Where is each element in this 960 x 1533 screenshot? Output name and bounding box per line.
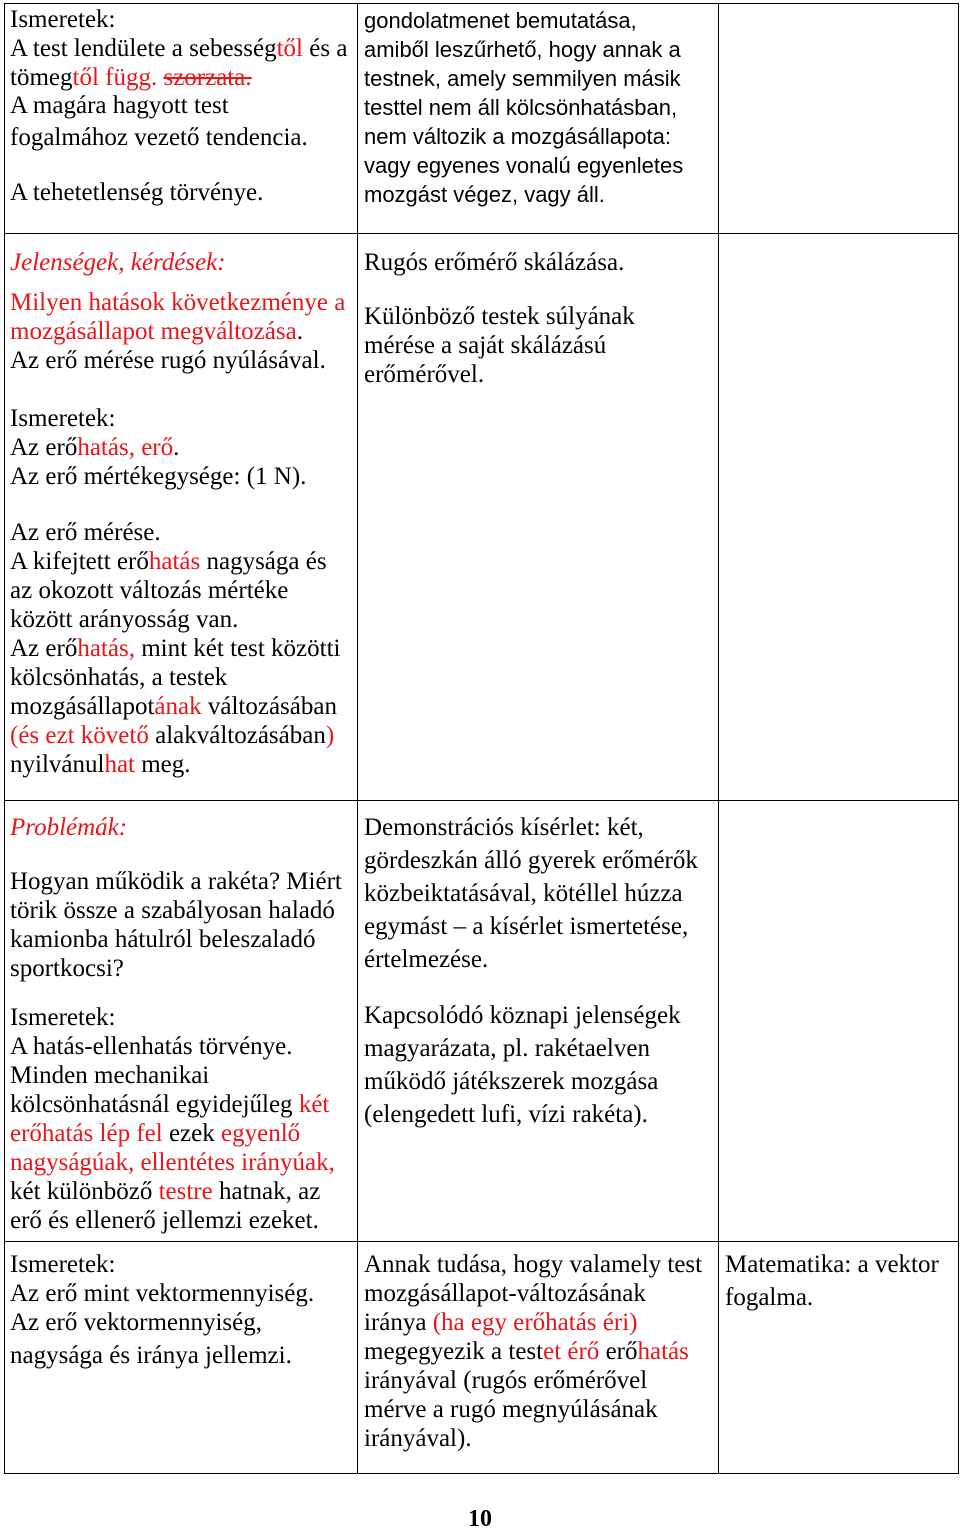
text: mozgást végez, vagy áll.	[364, 182, 605, 207]
text: nyilvánul	[10, 751, 105, 778]
text: Különböző testek súlyának	[364, 303, 635, 330]
connections-cell	[718, 800, 959, 1242]
section-heading	[10, 248, 226, 277]
text: Minden mechanikai	[10, 1062, 210, 1089]
text: az okozott változás mértéke	[10, 577, 289, 604]
text: sportkocsi?	[10, 955, 124, 982]
text: hatnak, az	[212, 1178, 321, 1205]
paragraph	[10, 178, 263, 207]
paragraph	[725, 1248, 939, 1314]
text: értelmezése.	[364, 946, 489, 973]
paragraph	[10, 90, 308, 154]
content-cell	[4, 800, 358, 1242]
text-line	[10, 317, 345, 346]
text-line	[364, 35, 683, 64]
text: Ismeretek:	[10, 1004, 116, 1031]
text-line	[10, 90, 308, 122]
text-line	[725, 1281, 939, 1314]
highlighted-text: ának	[154, 693, 202, 720]
text: kölcsönhatásnál egyidejűleg	[10, 1091, 299, 1118]
paragraph	[364, 302, 635, 389]
text: gördeszkán álló gyerek erőmérők	[364, 847, 698, 874]
text: működő játékszerek mozgása	[364, 1068, 659, 1095]
text-line	[10, 1003, 335, 1032]
text-line	[725, 1248, 939, 1281]
text-line	[364, 1308, 702, 1337]
paragraph	[10, 5, 347, 92]
text: Annak tudása, hogy valamely test	[364, 1251, 703, 1278]
text: testtel nem áll kölcsönhatásban,	[364, 95, 678, 120]
paragraph	[10, 518, 340, 779]
struck-text: szorzata.	[163, 64, 252, 91]
paragraph	[364, 1250, 702, 1453]
text: mozgásállapot	[10, 693, 155, 720]
text-line	[364, 331, 635, 360]
text-line	[364, 943, 698, 976]
development-cell	[357, 3, 719, 234]
text: tömeg	[10, 64, 73, 91]
text-line	[364, 999, 681, 1032]
text-line	[364, 1395, 702, 1424]
text: változásában	[201, 693, 337, 720]
text-line	[364, 122, 683, 151]
paragraph	[10, 1003, 335, 1235]
text: kamionba hátulról beleszaladó	[10, 926, 316, 953]
text-line	[364, 1424, 702, 1453]
page-number: 10	[468, 1506, 492, 1532]
text-line	[10, 1206, 335, 1235]
text: nagysága és	[200, 548, 327, 575]
content-cell	[4, 3, 358, 234]
text-line	[10, 404, 306, 433]
text: ezek	[162, 1120, 221, 1147]
text: Az erő mérése rugó nyúlásával.	[10, 347, 326, 374]
text: Hogyan működik a rakéta? Miért	[10, 868, 342, 895]
text-line	[10, 663, 340, 692]
text-line	[10, 692, 340, 721]
text: A tehetetlenség törvénye.	[10, 179, 264, 206]
text: (elengedett lufi, vízi rakéta).	[364, 1101, 648, 1128]
text-line	[364, 360, 635, 389]
text-line	[10, 433, 306, 462]
text: fogalma.	[725, 1284, 814, 1311]
text-line	[10, 1306, 292, 1339]
text-line	[364, 1366, 702, 1395]
text: Az erő	[10, 434, 78, 461]
text: amiből leszűrhető, hogy annak a	[364, 37, 681, 62]
text: mérve a rugó megnyúlásának	[364, 1396, 658, 1423]
connections-cell	[718, 1241, 959, 1474]
text: erő	[599, 1338, 638, 1365]
text: megegyezik a test	[364, 1338, 544, 1365]
paragraph	[10, 867, 342, 983]
text-line	[10, 634, 340, 663]
text-line	[364, 1032, 681, 1065]
highlighted-text: mozgásállapot megváltozása	[10, 318, 297, 345]
text: két különböző	[10, 1178, 159, 1205]
text-line	[10, 248, 226, 277]
text: alakváltozásában	[148, 722, 326, 749]
text-line	[364, 93, 683, 122]
text-line	[10, 518, 340, 547]
highlighted-text: től függ.	[72, 64, 158, 91]
text: meg.	[134, 751, 191, 778]
text-line	[10, 462, 306, 491]
text-line	[10, 1032, 335, 1061]
text: és a	[303, 35, 348, 62]
content-cell	[4, 233, 358, 801]
text: Az erő mérése.	[10, 519, 161, 546]
paragraph	[10, 1250, 314, 1308]
development-cell	[357, 800, 719, 1242]
paragraph	[10, 1306, 292, 1372]
highlighted-text: (ha egy erőhatás éri)	[432, 1309, 638, 1336]
content-cell	[4, 1241, 358, 1474]
highlighted-text: erőhatás lép fel	[10, 1120, 163, 1147]
text: Az erő vektormennyiség,	[10, 1309, 263, 1336]
highlighted-text: (és ezt követő	[10, 722, 149, 749]
highlighted-text: hat	[104, 751, 135, 778]
text-line	[10, 1119, 335, 1148]
text-line	[10, 1061, 335, 1090]
text-line	[10, 63, 347, 92]
text-line	[364, 151, 683, 180]
highlighted-text: testre	[158, 1178, 213, 1205]
text-line	[10, 925, 342, 954]
text: fogalmához vezető tendencia.	[10, 124, 308, 151]
paragraph	[10, 404, 306, 491]
text-line	[364, 877, 698, 910]
text: mozgásállapot-változásának	[364, 1280, 646, 1307]
text-line	[10, 346, 345, 375]
paragraph	[364, 999, 681, 1131]
highlighted-text: Problémák:	[10, 814, 128, 841]
text-line	[10, 576, 340, 605]
text: mérése a saját skálázású	[364, 332, 607, 359]
text: erőmérővel.	[364, 361, 485, 388]
highlighted-text: hatás	[637, 1338, 689, 1365]
text-line	[10, 178, 263, 207]
text: közbeiktatásával, kötéllel húzza	[364, 880, 683, 907]
text: Ismeretek:	[10, 405, 116, 432]
text: között arányosság van.	[10, 606, 239, 633]
text-line	[10, 1148, 335, 1177]
text-line	[364, 1337, 702, 1366]
text: mint két test közötti	[134, 635, 341, 662]
highlighted-text: nagyságúak, ellentétes irányúak,	[10, 1149, 335, 1176]
text: törik össze a szabályosan haladó	[10, 897, 335, 924]
text: testnek, amely semmilyen másik	[364, 66, 681, 91]
text: gondolatmenet bemutatása,	[364, 8, 637, 33]
text: irányával).	[364, 1425, 472, 1452]
text-line	[364, 6, 683, 35]
text-line	[10, 721, 340, 750]
text-line	[10, 867, 342, 896]
text: Demonstrációs kísérlet: két,	[364, 814, 644, 841]
development-cell	[357, 1241, 719, 1474]
text-line	[364, 1065, 681, 1098]
highlighted-text: től	[276, 35, 303, 62]
text-line	[364, 302, 635, 331]
text: A magára hagyott test	[10, 92, 229, 119]
connections-cell	[718, 233, 959, 801]
highlighted-text: hatás,	[77, 635, 135, 662]
text: Ismeretek:	[10, 1251, 116, 1278]
text: erő és ellenerő jellemzi ezeket.	[10, 1207, 319, 1234]
text-line	[10, 1177, 335, 1206]
text-line	[10, 1279, 314, 1308]
text-line	[10, 1339, 292, 1372]
connections-cell	[718, 3, 959, 234]
text: nagysága és iránya jellemzi.	[10, 1342, 292, 1369]
highlighted-text: Jelenségek, kérdések:	[10, 249, 226, 276]
text: Ismeretek:	[10, 6, 116, 33]
text: Matematika: a vektor	[725, 1251, 939, 1278]
text: Az erő	[10, 635, 78, 662]
text-line	[10, 896, 342, 925]
text: Kapcsolódó köznapi jelenségek	[364, 1002, 681, 1029]
highlighted-text: Milyen hatások következménye a	[10, 289, 346, 316]
text-line	[10, 605, 340, 634]
highlighted-text: hatás	[148, 548, 201, 575]
text: A test lendülete a sebesség	[10, 35, 277, 62]
text: .	[173, 434, 180, 461]
paragraph	[364, 248, 624, 277]
text-line	[10, 813, 127, 842]
text-line	[10, 954, 342, 983]
text: Rugós erőmérő skálázása.	[364, 249, 625, 276]
text-line	[10, 1250, 314, 1279]
text: egymást – a kísérlet ismertetése,	[364, 913, 689, 940]
highlighted-text: hatás, erő	[77, 434, 174, 461]
text: nem változik a mozgásállapota:	[364, 124, 671, 149]
paragraph	[364, 6, 683, 209]
text: .	[296, 318, 303, 345]
text-line	[10, 5, 347, 34]
text-line	[364, 1250, 702, 1279]
paragraph	[364, 811, 698, 976]
highlighted-text: két	[298, 1091, 330, 1118]
text-line	[10, 547, 340, 576]
development-cell	[357, 233, 719, 801]
text-line	[364, 64, 683, 93]
text-line	[364, 180, 683, 209]
text: Az erő mint vektormennyiség.	[10, 1280, 315, 1307]
text: kölcsönhatás, a testek	[10, 664, 228, 691]
text-line	[364, 1098, 681, 1131]
highlighted-text: et érő	[543, 1338, 600, 1365]
text-line	[364, 910, 698, 943]
highlighted-text: egyenlő	[221, 1120, 301, 1147]
text-line	[364, 1279, 702, 1308]
text-line	[10, 34, 347, 63]
text: A kifejtett erő	[10, 548, 149, 575]
text: Az erő mértékegysége: (1 N).	[10, 463, 307, 490]
highlighted-text: )	[325, 722, 335, 749]
text-line	[364, 811, 698, 844]
text: iránya	[364, 1309, 433, 1336]
paragraph	[10, 288, 345, 375]
text-line	[10, 1090, 335, 1119]
text-line	[364, 844, 698, 877]
text: vagy egyenes vonalú egyenletes	[364, 153, 684, 178]
text-line	[10, 122, 308, 154]
section-heading	[10, 813, 127, 842]
text-line	[10, 288, 345, 317]
text-line	[10, 750, 340, 779]
text-line	[364, 248, 624, 277]
text: magyarázata, pl. rakétaelven	[364, 1035, 650, 1062]
text: A hatás-ellenhatás törvénye.	[10, 1033, 293, 1060]
text: irányával (rugós erőmérővel	[364, 1367, 648, 1394]
